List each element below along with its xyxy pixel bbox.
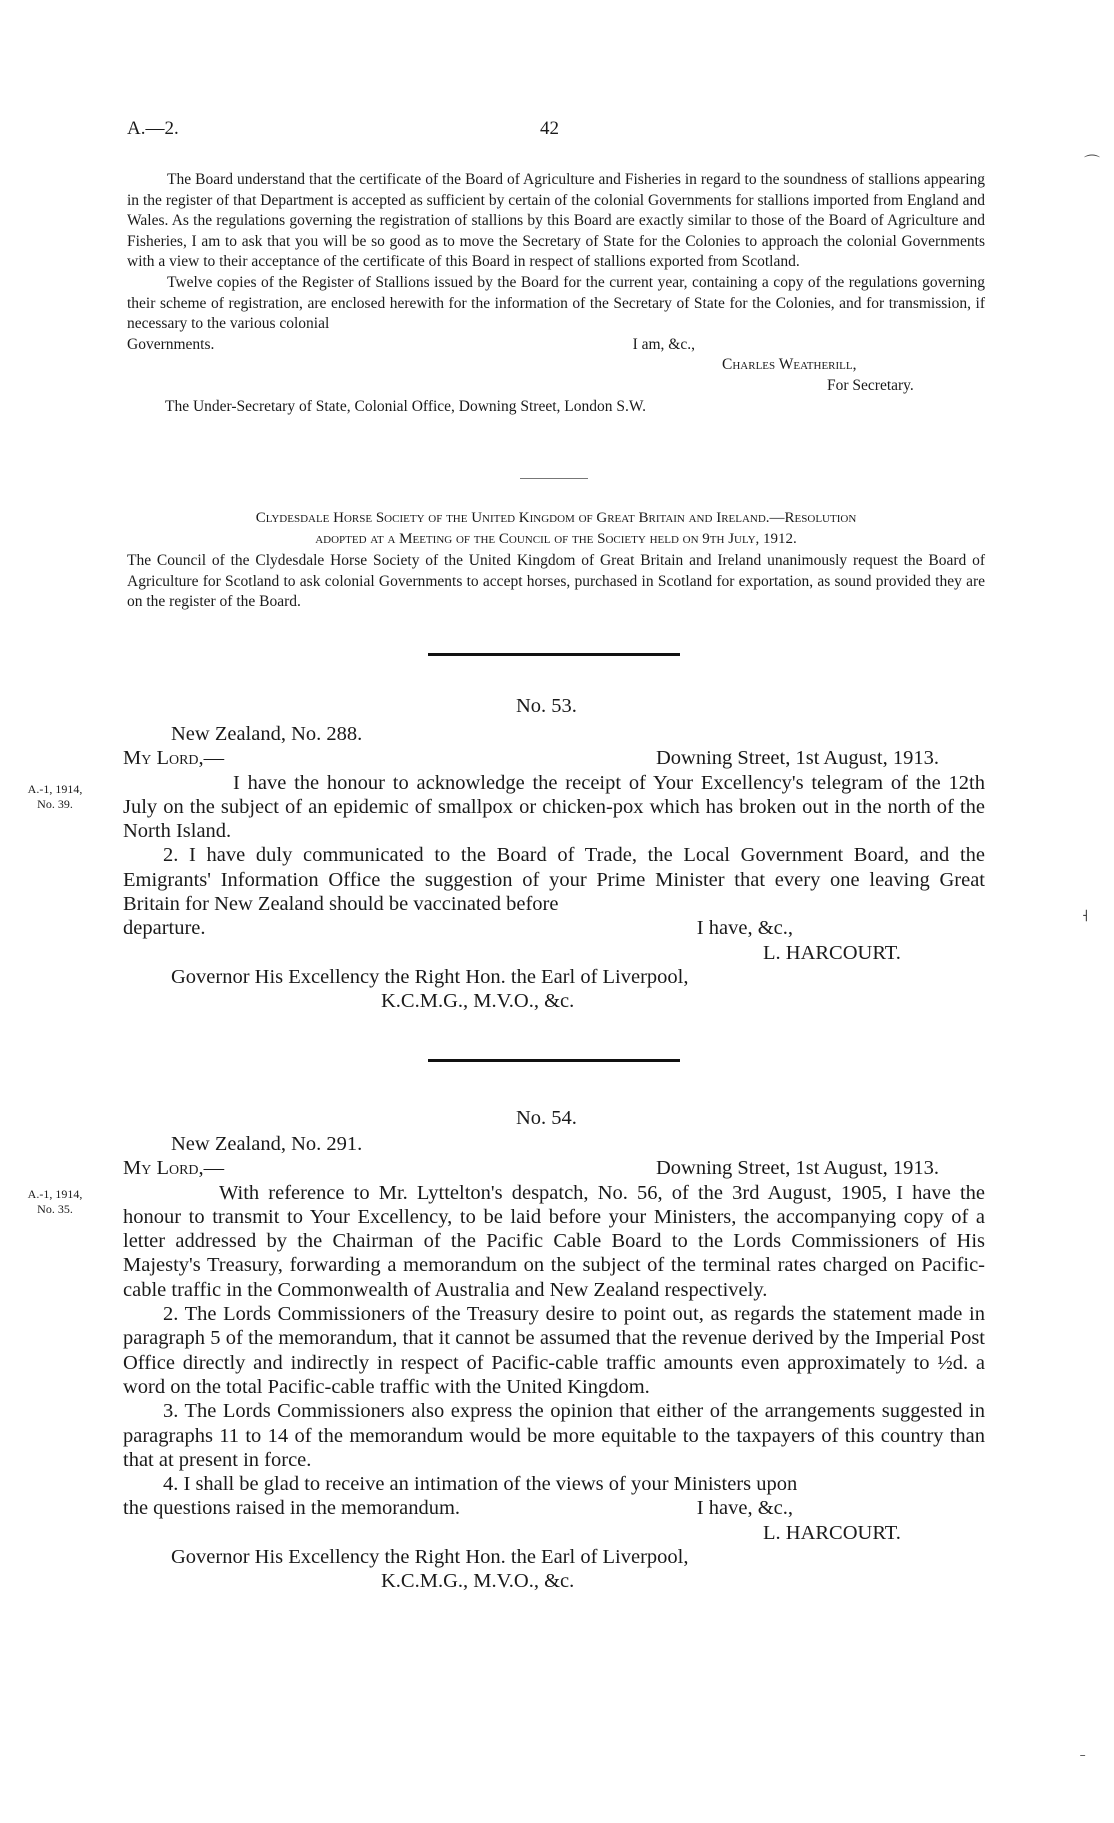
despatch-54-closing-line bbox=[123, 1496, 985, 1520]
letter-closing-line bbox=[127, 335, 985, 356]
despatch-54-paragraph-2: 2. The Lords Commissioners of the Treasury desire to point out, as regards the statement made in paragraph 5 of the memorandum, that it cannot be assumed that the revenue derived by the Imperial Post Office directly and indirectly in respect of Pacific-cable traffic amounts even approximately to ½d. a word on the total Pacific-cable traffic with the United Kingdom. bbox=[123, 1303, 985, 1398]
resolution-heading-line-1: Clydesdale Horse Society of the United Kingdom of Great Britain and Ireland.—Resolution bbox=[255, 510, 857, 526]
letter-paragraph-2-end: Governments. bbox=[127, 335, 215, 353]
despatch-53-salutation-line bbox=[123, 746, 985, 770]
despatch-54-body bbox=[123, 1132, 985, 1594]
despatch-54-number: No. 54. bbox=[516, 1107, 577, 1129]
despatch-53-number: No. 53. bbox=[516, 695, 577, 717]
section-header: A.—2. bbox=[127, 118, 179, 139]
margin-reference-line-1: A.-1, 1914, bbox=[27, 782, 83, 796]
despatch-53-signatory: L. HARCOURT. bbox=[763, 941, 901, 964]
resolution-body: The Council of the Clydesdale Horse Society of the United Kingdom of Great Britain and Ireland unanimously request the Board of Agriculture for Scotland to ask colonial Governments to accept horses, purchased in Scotland for exportation, as sound provided they are on the register of the Board. bbox=[127, 552, 985, 611]
letter-signatory-title: For Secretary. bbox=[827, 376, 914, 394]
resolution-heading-line-2: adopted at a Meeting of the Council of the Society held on 9th July, 1912. bbox=[315, 530, 797, 547]
letter-closing: I am, &c., bbox=[632, 335, 695, 353]
despatch-53-body bbox=[123, 722, 985, 1014]
scan-mark: ˉ bbox=[1080, 1752, 1086, 1769]
despatch-53-paragraph-2: 2. I have duly communicated to the Board of Trade, the Local Government Board, and the Emigrants' Information Office the suggestion of your Prime Minister that every one leaving Great Britain for New Zealand should be vaccinated before bbox=[123, 844, 985, 916]
despatch-54-margin-reference bbox=[14, 1187, 96, 1217]
despatch-54-paragraph-4-end: the questions raised in the memorandum. bbox=[123, 1497, 461, 1520]
despatch-54-addressee-line-2: K.C.M.G., M.V.O., &c. bbox=[381, 1570, 575, 1593]
letter-paragraph-1: The Board understand that the certificate of the Board of Agriculture and Fisheries in regard to the soundness of stallions appearing in the register of that Department is accepted as sufficient by certain of the colonial Governments for stallions imported from England and Wales. As the regulations governing the registration of stallions by this Board are exactly similar to those of the Board of Agriculture and Fisheries, I am to ask that you will be so good as to move the Secretary of State for the Colonies to approach the colonial Governments with a view to their acceptance of the certificate of this Board in respect of stallions exported from Scotland. bbox=[127, 171, 985, 271]
margin-reference-line-1: A.-1, 1914, bbox=[27, 1187, 83, 1201]
margin-reference-line-2: No. 35. bbox=[37, 1202, 73, 1216]
despatch-53-margin-reference bbox=[14, 782, 96, 812]
despatch-54-salutation-line bbox=[123, 1156, 985, 1180]
despatch-53-paragraph-2-end: departure. bbox=[123, 917, 206, 940]
letter-signatory: Charles Weatherill, bbox=[722, 356, 857, 374]
despatch-53-closing-line bbox=[123, 916, 985, 940]
letter-paragraph-2: Twelve copies of the Register of Stallions issued by the Board for the current year, containing a copy of the regulations governing their scheme of registration, are enclosed herewith for the information of the Secretary of State for the Colonies, and for transmission, if necessary to the various colonial bbox=[127, 273, 985, 333]
letter-addressee: The Under-Secretary of State, Colonial Office, Downing Street, London S.W. bbox=[165, 397, 646, 415]
despatch-54-salutation: My Lord,— bbox=[123, 1157, 225, 1180]
despatch-54-reference: New Zealand, No. 291. bbox=[171, 1133, 363, 1155]
despatch-53-reference: New Zealand, No. 288. bbox=[171, 723, 363, 745]
despatch-54-paragraph-4: 4. I shall be glad to receive an intimation of the views of your Ministers upon bbox=[163, 1473, 798, 1496]
despatch-54-paragraph-1: With reference to Mr. Lyttelton's despatch, No. 56, of the 3rd August, 1905, I have the honour to transmit to Your Excellency, to be laid before your Ministers, the accompanying copy of a letter addressed by the Chairman of the Pacific Cable Board to the Lords Commissioners of His Majesty's Treasury, forwarding a memorandum on the subject of the terminal rates charged on Pacific-cable traffic in the Commonwealth of Australia and New Zealand respectively. bbox=[123, 1181, 985, 1301]
despatch-54-addressee-line-1: Governor His Excellency the Right Hon. the Earl of Liverpool, bbox=[171, 1546, 689, 1569]
resolution-block bbox=[127, 508, 985, 613]
despatch-53-closing: I have, &c., bbox=[696, 917, 793, 940]
margin-reference-line-2: No. 39. bbox=[37, 797, 73, 811]
section-divider bbox=[520, 478, 588, 479]
scan-mark: ˧ bbox=[1082, 908, 1089, 925]
despatch-54-place-date: Downing Street, 1st August, 1913. bbox=[655, 1157, 939, 1180]
scan-mark: ⌒ bbox=[1084, 155, 1101, 172]
despatch-53-salutation: My Lord,— bbox=[123, 747, 225, 770]
despatch-53-paragraph-1: I have the honour to acknowledge the receipt of Your Excellency's telegram of the 12th July on the subject of an epidemic of smallpox or chicken-pox which has broken out in the north of the North Island. bbox=[123, 771, 985, 843]
letter-body bbox=[127, 170, 985, 417]
despatch-53-addressee-line-1: Governor His Excellency the Right Hon. the Earl of Liverpool, bbox=[171, 965, 689, 988]
despatch-53-addressee-line-2: K.C.M.G., M.V.O., &c. bbox=[381, 990, 575, 1013]
despatch-54-signatory: L. HARCOURT. bbox=[763, 1521, 901, 1544]
despatch-54-closing: I have, &c., bbox=[696, 1497, 793, 1520]
despatch-53-place-date: Downing Street, 1st August, 1913. bbox=[655, 747, 939, 770]
despatch-separator-rule bbox=[428, 653, 680, 656]
despatch-separator-rule bbox=[428, 1059, 680, 1062]
despatch-54-paragraph-3: 3. The Lords Commissioners also express the opinion that either of the arrangements suggested in paragraphs 11 to 14 of the memorandum would be more equitable to the taxpayers of this country than that at present in force. bbox=[123, 1400, 985, 1471]
page-number: 42 bbox=[540, 118, 559, 139]
